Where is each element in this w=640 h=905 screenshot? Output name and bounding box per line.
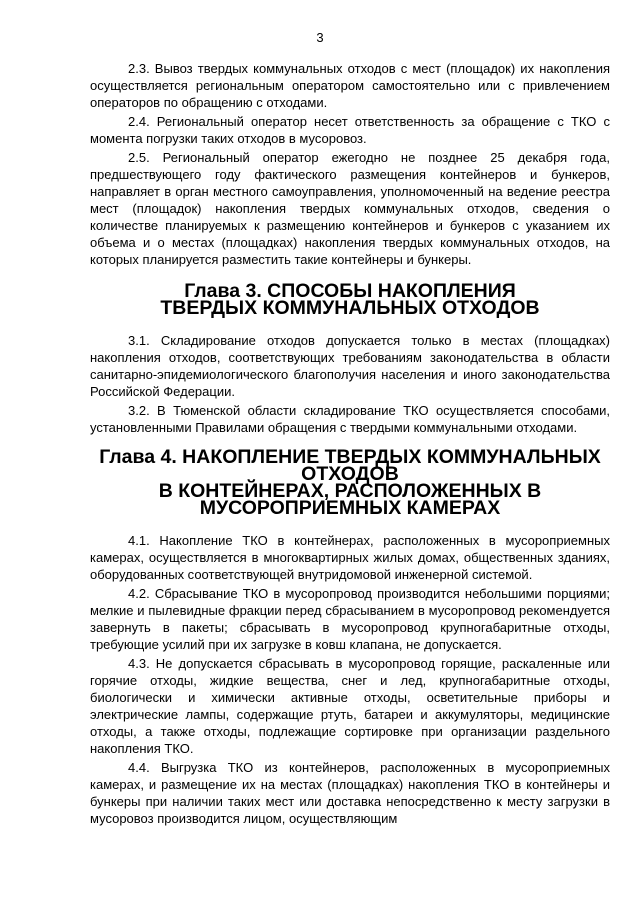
paragraph-3-2: 3.2. В Тюменской области складирование ТКО осуществляется способами, установленными Правилами обращения с твердыми коммунальными отходами. <box>90 403 610 435</box>
paragraph-2-5: 2.5. Региональный оператор ежегодно не позднее 25 декабря года, предшествующего году фактического размещения контейнеров и бункеров, направляет в орган местного самоуправления, уполномоченный на ведение реестра мест (площадок) накопления твердых коммунальных отходов, сведения о количестве планируемых к размещению контейнеров и бункеров с указанием их объема и о местах (площадках) накопления твердых коммунальных отходов, на которых планируется разместить такие контейнеры и бункеры. <box>90 150 610 267</box>
paragraph-3-1: 3.1. Складирование отходов допускается только в местах (площадках) накопления отходов, соответствующих требованиям законодательства в области санитарно-эпидемиологического благополучия населения и иного законодательства Российской Федерации. <box>90 333 610 399</box>
chapter-3-heading-line-1: Глава 3. СПОСОБЫ НАКОПЛЕНИЯ <box>184 280 516 302</box>
document-body <box>90 60 610 829</box>
paragraph-4-3: 4.3. Не допускается сбрасывать в мусоропровод горящие, раскаленные или горячие отходы, жидкие вещества, снег и лед, крупногабаритные отходы, биологически и химически активные отходы, осветительные приборы и электрические лампы, содержащие ртуть, батареи и аккумуляторы, медицинские отходы, а также отходы, подлежащие сортировке при организации раздельного накопления ТКО. <box>90 656 610 756</box>
paragraph-4-2: 4.2. Сбрасывание ТКО в мусоропровод производится небольшими порциями; мелкие и пылевидные фракции перед сбрасыванием в мусоропровод рекомендуется завернуть в пакеты; сбрасывать в мусоропровод крупногабаритные отходы, требующие усилий при их загрузке в ковш клапана, не допускается. <box>90 586 610 652</box>
paragraph-4-1: 4.1. Накопление ТКО в контейнерах, расположенных в мусороприемных камерах, осуществляется в многоквартирных жилых домах, общественных зданиях, оборудованных соответствующей внутридомовой инженерной системой. <box>90 533 610 582</box>
chapter-3-heading <box>90 280 610 319</box>
chapter-3-heading-line-2: ТВЕРДЫХ КОММУНАЛЬНЫХ ОТХОДОВ <box>160 297 540 319</box>
chapter-4-heading-line-2: В КОНТЕЙНЕРАХ, РАСПОЛОЖЕННЫХ В МУСОРОПРИЕМНЫХ КАМЕРАХ <box>158 480 542 519</box>
paragraph-2-3: 2.3. Вывоз твердых коммунальных отходов с мест (площадок) их накопления осуществляется региональным оператором самостоятельно или с привлечением операторов по обращению с отходами. <box>90 61 610 110</box>
page-number: 3 <box>316 30 324 45</box>
paragraph-4-4: 4.4. Выгрузка ТКО из контейнеров, расположенных в мусороприемных камерах, и размещение их на местах (площадках) накопления ТКО в контейнеры и бункеры при наличии таких мест или доставка непосредственно к месту загрузки в мусоровоз производится лицом, осуществляющим <box>90 760 610 826</box>
chapter-4-heading-line-1: Глава 4. НАКОПЛЕНИЕ ТВЕРДЫХ КОММУНАЛЬНЫХ ОТХОДОВ <box>99 446 601 485</box>
chapter-4-heading <box>90 446 610 519</box>
paragraph-2-4: 2.4. Региональный оператор несет ответственность за обращение с ТКО с момента погрузки таких отходов в мусоровоз. <box>90 114 610 146</box>
